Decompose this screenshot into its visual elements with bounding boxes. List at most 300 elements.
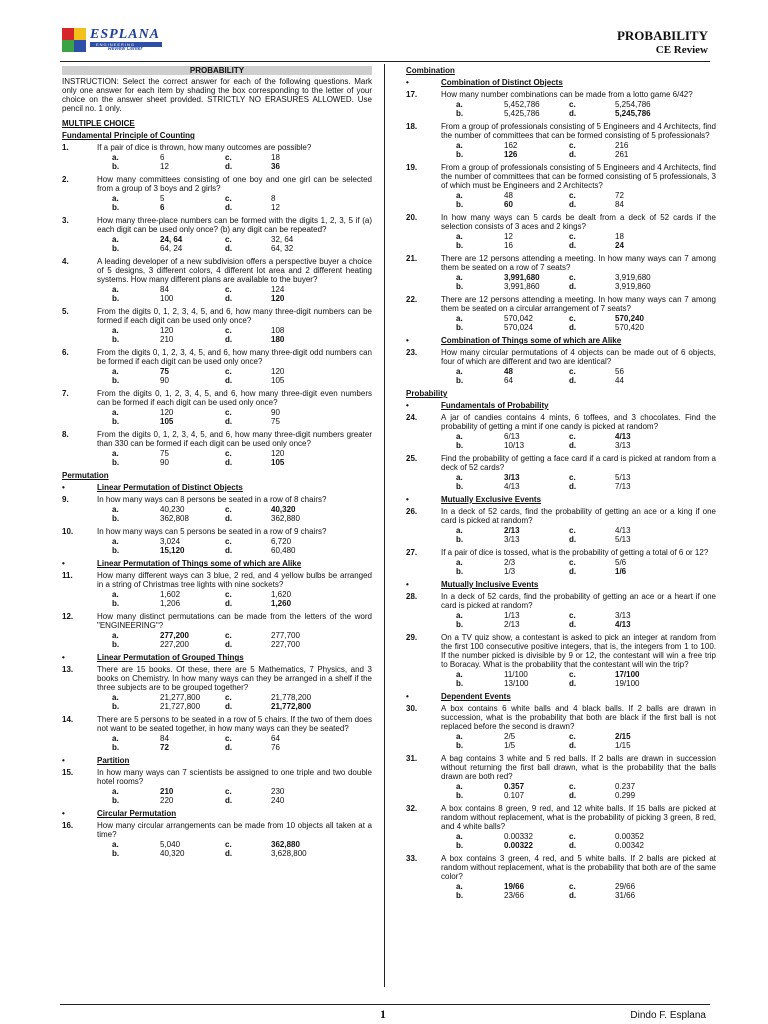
choice-letter-d: d. (225, 599, 233, 608)
choice-value-b: 60 (504, 200, 513, 209)
choice-letter-c: c. (569, 526, 576, 535)
question-number: 30. (406, 704, 418, 713)
heading-mutually-exclusive: • Mutually Exclusive Events (406, 495, 716, 504)
choice-letter-d: d. (569, 282, 577, 291)
choice-letter-c: c. (225, 787, 232, 796)
choice-value-c: 5,254,786 (615, 100, 651, 109)
heading-partition: • Partition (62, 756, 372, 765)
choice-value-b: 3,991,860 (504, 282, 540, 291)
question-row (406, 254, 716, 272)
question-row (62, 495, 372, 504)
choice-value-a: 75 (160, 367, 169, 376)
question-q32 (406, 804, 716, 850)
question-row (62, 612, 372, 630)
choice-letter-d: d. (225, 458, 233, 467)
question-text: A bag contains 3 white and 5 red balls. If 2 balls are drawn in succession without returning the first ball drawn, what is the probability that the balls drawn are both red? (441, 754, 716, 781)
choice-value-b: 220 (160, 796, 174, 805)
choice-letter-c: c. (225, 505, 232, 514)
page-header (0, 0, 768, 62)
choice-value-d: 1/15 (615, 741, 631, 750)
choice-letter-c: c. (569, 882, 576, 891)
choice-letter-d: d. (569, 376, 577, 385)
choice-letter-a: a. (456, 882, 463, 891)
choice-value-c: 21,778,200 (271, 693, 312, 702)
question-q25 (406, 454, 716, 491)
choice-letter-b: b. (112, 376, 120, 385)
answer-choices (406, 670, 716, 688)
choice-letter-d: d. (225, 376, 233, 385)
choice-value-d: 76 (271, 743, 280, 752)
choice-value-c: 29/66 (615, 882, 636, 891)
choice-letter-a: a. (112, 326, 119, 335)
choice-letter-d: d. (569, 741, 577, 750)
choice-value-b: 126 (504, 150, 518, 159)
question-text: From the digits 0, 1, 2, 3, 4, 5, and 6, how many three-digit odd numbers can be formed if each digit can be used only once? (97, 348, 372, 366)
choice-letter-c: c. (225, 367, 232, 376)
answer-choices (62, 235, 372, 253)
answer-choices (406, 141, 716, 159)
choice-value-a: 2/13 (504, 526, 520, 535)
choice-value-d: 5/13 (615, 535, 631, 544)
choice-letter-a: a. (112, 840, 119, 849)
choice-value-b: 13/100 (504, 679, 529, 688)
choice-letter-b: b. (456, 150, 464, 159)
question-q8 (62, 430, 372, 467)
choice-letter-b: b. (112, 599, 120, 608)
choice-value-b: 0.107 (504, 791, 525, 800)
choice-value-d: 7/13 (615, 482, 631, 491)
choice-value-b: 12 (160, 162, 169, 171)
choice-value-c: 3,919,680 (615, 273, 651, 282)
choice-value-a: 1/13 (504, 611, 520, 620)
question-q22 (406, 295, 716, 332)
choice-letter-d: d. (569, 441, 577, 450)
choice-value-c: 570,240 (615, 314, 644, 323)
choice-letter-c: c. (569, 558, 576, 567)
question-text: In how many ways can 5 cards be dealt from a deck of 52 cards if the selection consists of 3 aces and 2 kings? (441, 213, 716, 231)
question-row (406, 854, 716, 881)
heading-dependent-events: • Dependent Events (406, 692, 716, 701)
choice-value-c: 8 (271, 194, 276, 203)
choice-value-d: 31/66 (615, 891, 636, 900)
choice-value-b: 40,320 (160, 849, 185, 858)
question-number: 23. (406, 348, 418, 357)
choice-letter-b: b. (456, 679, 464, 688)
choice-value-a: 0.00332 (504, 832, 533, 841)
choice-value-c: 362,880 (271, 840, 300, 849)
answer-choices (406, 232, 716, 250)
choice-letter-b: b. (112, 796, 120, 805)
question-q5 (62, 307, 372, 344)
choice-value-b: 4/13 (504, 482, 520, 491)
choice-value-a: 48 (504, 367, 513, 376)
question-text: A box contains 6 white balls and 4 black balls. If 2 balls are drawn in succession, what is the probability that both are black if the first ball is not replaced before the second is drawn? (441, 704, 716, 731)
choice-value-a: 5,452,786 (504, 100, 540, 109)
choice-value-d: 5,245,786 (615, 109, 651, 118)
choice-value-c: 18 (271, 153, 280, 162)
choice-letter-a: a. (456, 732, 463, 741)
question-q28 (406, 592, 716, 629)
question-text: From the digits 0, 1, 2, 3, 4, 5, and 6, how many three-digit numbers can be formed if each digit can be used only once? (97, 307, 372, 325)
question-number: 13. (62, 665, 74, 674)
choice-letter-b: b. (456, 567, 464, 576)
question-text: How many number combinations can be made from a lotto game 6/42? (441, 90, 693, 99)
choice-letter-a: a. (456, 141, 463, 150)
question-row (406, 633, 716, 669)
heading-linear-distinct: • Linear Permutation of Distinct Objects (62, 483, 372, 492)
question-text: There are 12 persons attending a meeting. In how many ways can 7 among them be seated on a row of 7 seats? (441, 254, 716, 272)
choice-letter-a: a. (112, 693, 119, 702)
choice-letter-c: c. (569, 314, 576, 323)
choice-value-d: 180 (271, 335, 285, 344)
choice-value-a: 2/5 (504, 732, 516, 741)
question-q6 (62, 348, 372, 385)
choice-letter-a: a. (456, 526, 463, 535)
question-number: 27. (406, 548, 418, 557)
page-number: 1 (380, 1007, 386, 1021)
question-number: 32. (406, 804, 418, 813)
question-row (62, 175, 372, 193)
question-text: From the digits 0, 1, 2, 3, 4, 5, and 6, how many three-digit numbers greater than 330 can be formed if each digit can be used only once? (97, 430, 372, 448)
question-row (406, 163, 716, 190)
document-subtitle: CE Review (655, 44, 708, 56)
choice-value-d: 64, 32 (271, 244, 294, 253)
question-row (62, 715, 372, 733)
choice-letter-d: d. (225, 849, 233, 858)
choice-letter-a: a. (456, 558, 463, 567)
choice-letter-c: c. (225, 326, 232, 335)
choice-value-d: 21,772,800 (271, 702, 312, 711)
choice-letter-a: a. (456, 432, 463, 441)
choice-letter-d: d. (225, 546, 233, 555)
question-number: 15. (62, 768, 74, 777)
choice-value-a: 5,040 (160, 840, 181, 849)
choice-letter-d: d. (569, 323, 577, 332)
choice-letter-b: b. (112, 702, 120, 711)
choice-letter-a: a. (112, 153, 119, 162)
choice-value-b: 0.00322 (504, 841, 533, 850)
choice-letter-b: b. (112, 514, 120, 523)
footer-rule (60, 1004, 710, 1005)
choice-value-d: 44 (615, 376, 624, 385)
choice-letter-a: a. (112, 235, 119, 244)
choice-value-c: 120 (271, 367, 285, 376)
choice-letter-c: c. (569, 782, 576, 791)
choice-value-b: 100 (160, 294, 174, 303)
choice-letter-a: a. (456, 314, 463, 323)
question-number: 31. (406, 754, 418, 763)
choice-value-b: 2/13 (504, 620, 520, 629)
question-text: A leading developer of a new subdivision offers a perspective buyer a choice of 5 designs, 3 different colors, 4 different lot area and 2 different heating systems. How many different plans are available to the buyer? (97, 257, 372, 284)
choice-value-c: 1,620 (271, 590, 292, 599)
choice-letter-c: c. (569, 100, 576, 109)
choice-letter-a: a. (112, 734, 119, 743)
choice-value-d: 105 (271, 458, 285, 467)
question-text: A box contains 3 green, 4 red, and 5 white balls. If 2 balls are picked at random without replacement, what is the probability that both are of the same color? (441, 854, 716, 881)
choice-letter-a: a. (456, 100, 463, 109)
cube-logo-icon (60, 26, 90, 56)
choice-value-b: 16 (504, 241, 513, 250)
choice-value-c: 3/13 (615, 611, 631, 620)
choice-letter-c: c. (569, 367, 576, 376)
choice-value-b: 15,120 (160, 546, 185, 555)
question-text: From the digits 0, 1, 2, 3, 4, 5, and 6, how many three-digit even numbers can be formed if each digit can be used only once? (97, 389, 372, 407)
choice-letter-d: d. (225, 640, 233, 649)
heading-circular: • Circular Permutation (62, 809, 372, 818)
choice-value-b: 21,727,800 (160, 702, 201, 711)
choice-letter-c: c. (225, 537, 232, 546)
question-q33 (406, 854, 716, 900)
choice-letter-b: b. (456, 241, 464, 250)
answer-choices (62, 787, 372, 805)
choice-value-c: 17/100 (615, 670, 640, 679)
question-number: 28. (406, 592, 418, 601)
choice-letter-a: a. (456, 611, 463, 620)
choice-letter-b: b. (456, 791, 464, 800)
choice-letter-b: b. (112, 203, 120, 212)
question-q19 (406, 163, 716, 209)
answer-choices (62, 840, 372, 858)
choice-letter-b: b. (456, 841, 464, 850)
choice-letter-a: a. (112, 631, 119, 640)
question-text: There are 12 persons attending a meeting. In how many ways can 7 among them be seated on a circular arrangement of 7 seats? (441, 295, 716, 313)
choice-value-d: 75 (271, 417, 280, 426)
choice-letter-d: d. (569, 150, 577, 159)
question-number: 2. (62, 175, 69, 184)
question-text: How many different ways can 3 blue, 2 red, and 4 yellow bulbs be arranged in a string of Christmas tree lights with nine sockets? (97, 571, 372, 589)
choice-letter-c: c. (225, 590, 232, 599)
left-column (62, 66, 372, 862)
choice-value-c: 108 (271, 326, 285, 335)
choice-value-a: 570,042 (504, 314, 533, 323)
question-text: If a pair of dice is tossed, what is the probability of getting a total of 6 or 12? (441, 548, 709, 557)
answer-choices (406, 558, 716, 576)
choice-letter-c: c. (569, 273, 576, 282)
choice-letter-b: b. (456, 535, 464, 544)
question-row (62, 143, 372, 152)
heading-permutation: Permutation (62, 471, 109, 480)
question-row (406, 804, 716, 831)
question-number: 24. (406, 413, 418, 422)
heading-multiple-choice: MULTIPLE CHOICE (62, 119, 135, 128)
question-text: How many distinct permutations can be made from the letters of the word "ENGINEERING"? (97, 612, 372, 630)
choice-value-a: 2/3 (504, 558, 516, 567)
choice-value-a: 48 (504, 191, 513, 200)
question-row (406, 507, 716, 525)
answer-choices (62, 285, 372, 303)
right-column (406, 66, 716, 904)
choice-value-d: 105 (271, 376, 285, 385)
choice-letter-b: b. (112, 244, 120, 253)
answer-choices (406, 611, 716, 629)
choice-letter-b: b. (112, 162, 120, 171)
choice-value-a: 3/13 (504, 473, 520, 482)
choice-letter-b: b. (456, 200, 464, 209)
question-number: 10. (62, 527, 74, 536)
answer-choices (406, 473, 716, 491)
choice-value-a: 120 (160, 408, 174, 417)
choice-letter-d: d. (225, 514, 233, 523)
question-number: 4. (62, 257, 69, 266)
question-text: How many three-place numbers can be formed with the digits 1, 2, 3, 5 if (a) each digit can be used only once? (b) any digit can be repeated? (97, 216, 372, 234)
heading-combination: Combination (406, 66, 455, 75)
question-number: 5. (62, 307, 69, 316)
choice-letter-b: b. (456, 891, 464, 900)
question-number: 3. (62, 216, 69, 225)
choice-value-d: 12 (271, 203, 280, 212)
question-q29 (406, 633, 716, 688)
question-number: 19. (406, 163, 418, 172)
answer-choices (62, 631, 372, 649)
choice-value-a: 277,200 (160, 631, 189, 640)
answer-choices (406, 732, 716, 750)
choice-letter-a: a. (112, 590, 119, 599)
question-number: 33. (406, 854, 418, 863)
question-row (62, 821, 372, 839)
choice-letter-d: d. (225, 796, 233, 805)
question-row (62, 216, 372, 234)
answer-choices (406, 367, 716, 385)
choice-letter-c: c. (225, 153, 232, 162)
choice-letter-c: c. (569, 141, 576, 150)
choice-value-c: 5/6 (615, 558, 627, 567)
heading-fundamentals-probability: • Fundamentals of Probability (406, 401, 716, 410)
question-text: Find the probability of getting a face card if a card is picked at random from a deck of 52 cards? (441, 454, 716, 472)
choice-value-d: 19/100 (615, 679, 640, 688)
choice-value-d: 570,420 (615, 323, 644, 332)
choice-letter-d: d. (569, 482, 577, 491)
brand-line2: Review Center (108, 46, 143, 52)
choice-letter-b: b. (112, 849, 120, 858)
choice-value-c: 2/15 (615, 732, 631, 741)
choice-letter-a: a. (112, 367, 119, 376)
question-number: 21. (406, 254, 418, 263)
choice-value-b: 570,024 (504, 323, 533, 332)
choice-letter-d: d. (569, 567, 577, 576)
question-row (62, 768, 372, 786)
question-q31 (406, 754, 716, 800)
answer-choices (62, 449, 372, 467)
question-row (62, 257, 372, 284)
heading-linear-grouped: • Linear Permutation of Grouped Things (62, 653, 372, 662)
choice-value-a: 6/13 (504, 432, 520, 441)
question-q23 (406, 348, 716, 385)
answer-choices (62, 505, 372, 523)
choice-letter-b: b. (456, 741, 464, 750)
heading-combination-alike: • Combination of Things some of which are Alike (406, 336, 716, 345)
choice-letter-b: b. (456, 482, 464, 491)
choice-letter-d: d. (569, 241, 577, 250)
question-row (406, 704, 716, 731)
answer-choices (62, 367, 372, 385)
brand-name: ESPLANA (90, 27, 161, 42)
choice-value-d: 0.00342 (615, 841, 644, 850)
choice-letter-a: a. (456, 832, 463, 841)
choice-value-b: 23/66 (504, 891, 525, 900)
choice-letter-c: c. (225, 194, 232, 203)
question-q15 (62, 768, 372, 805)
question-row (62, 571, 372, 589)
question-text: There are 15 books. Of these, there are 5 Mathematics, 7 Physics, and 3 books on Chemistry. In how many ways can they be arranged in a shelf if the three subjects are to be grouped together? (97, 665, 372, 692)
answer-choices (62, 693, 372, 711)
question-number: 8. (62, 430, 69, 439)
choice-value-b: 3/13 (504, 535, 520, 544)
question-q27 (406, 548, 716, 576)
choice-letter-d: d. (569, 200, 577, 209)
question-q26 (406, 507, 716, 544)
choice-value-b: 72 (160, 743, 169, 752)
choice-letter-b: b. (112, 335, 120, 344)
question-text: From a group of professionals consisting of 5 Engineers and 4 Architects, find the number of committees that can be formed consisting of 5 professionals, 3 of which must be Engineers and 2 Architects? (441, 163, 716, 190)
question-text: A box contains 8 green, 9 red, and 12 white balls. If 15 balls are picked at random without replacement, what is the probability of picking 3 green, 8 red, and 4 white balls? (441, 804, 716, 831)
question-q18 (406, 122, 716, 159)
heading-mutually-inclusive: • Mutually Inclusive Events (406, 580, 716, 589)
answer-choices (406, 526, 716, 544)
choice-letter-c: c. (225, 449, 232, 458)
choice-value-a: 24, 64 (160, 235, 183, 244)
question-q3 (62, 216, 372, 253)
question-q10 (62, 527, 372, 555)
question-number: 18. (406, 122, 418, 131)
choice-value-b: 1/5 (504, 741, 516, 750)
heading-probability: Probability (406, 389, 448, 398)
choice-letter-a: a. (112, 408, 119, 417)
choice-letter-d: d. (225, 743, 233, 752)
question-row (406, 122, 716, 140)
choice-value-c: 124 (271, 285, 285, 294)
answer-choices (62, 590, 372, 608)
question-q14 (62, 715, 372, 752)
question-text: From a group of professionals consisting of 5 Engineers and 4 Architects, find the number of committees that can be formed consisting of 5 professionals? (441, 122, 716, 140)
choice-value-d: 36 (271, 162, 280, 171)
choice-value-a: 84 (160, 734, 169, 743)
answer-choices (62, 408, 372, 426)
choice-letter-c: c. (569, 611, 576, 620)
choice-letter-c: c. (225, 734, 232, 743)
choice-letter-b: b. (112, 458, 120, 467)
question-number: 7. (62, 389, 69, 398)
choice-value-a: 21,277,800 (160, 693, 201, 702)
question-number: 20. (406, 213, 418, 222)
question-row (406, 295, 716, 313)
choice-letter-c: c. (225, 235, 232, 244)
choice-value-a: 3,024 (160, 537, 181, 546)
choice-value-a: 5 (160, 194, 165, 203)
question-q21 (406, 254, 716, 291)
choice-letter-b: b. (456, 441, 464, 450)
question-number: 12. (62, 612, 74, 621)
question-number: 1. (62, 143, 69, 152)
question-text: A jar of candies contains 4 mints, 6 toffees, and 3 chocolates. Find the probability of getting a mint if one candy is picked at random? (441, 413, 716, 431)
choice-letter-c: c. (569, 832, 576, 841)
question-q7 (62, 389, 372, 426)
choice-letter-a: a. (456, 232, 463, 241)
answer-choices (406, 191, 716, 209)
choice-letter-a: a. (112, 787, 119, 796)
question-q17 (406, 90, 716, 118)
choice-letter-b: b. (456, 323, 464, 332)
choice-letter-d: d. (225, 335, 233, 344)
brand-line1: ENGINEERING (90, 42, 162, 47)
question-number: 14. (62, 715, 74, 724)
choice-letter-a: a. (456, 670, 463, 679)
question-number: 29. (406, 633, 418, 642)
question-text: How many circular permutations of 4 objects can be made out of 6 objects, four of which are different and two are identical? (441, 348, 716, 366)
choice-letter-c: c. (569, 473, 576, 482)
choice-value-a: 19/66 (504, 882, 525, 891)
choice-value-d: 84 (615, 200, 624, 209)
choice-value-b: 105 (160, 417, 174, 426)
